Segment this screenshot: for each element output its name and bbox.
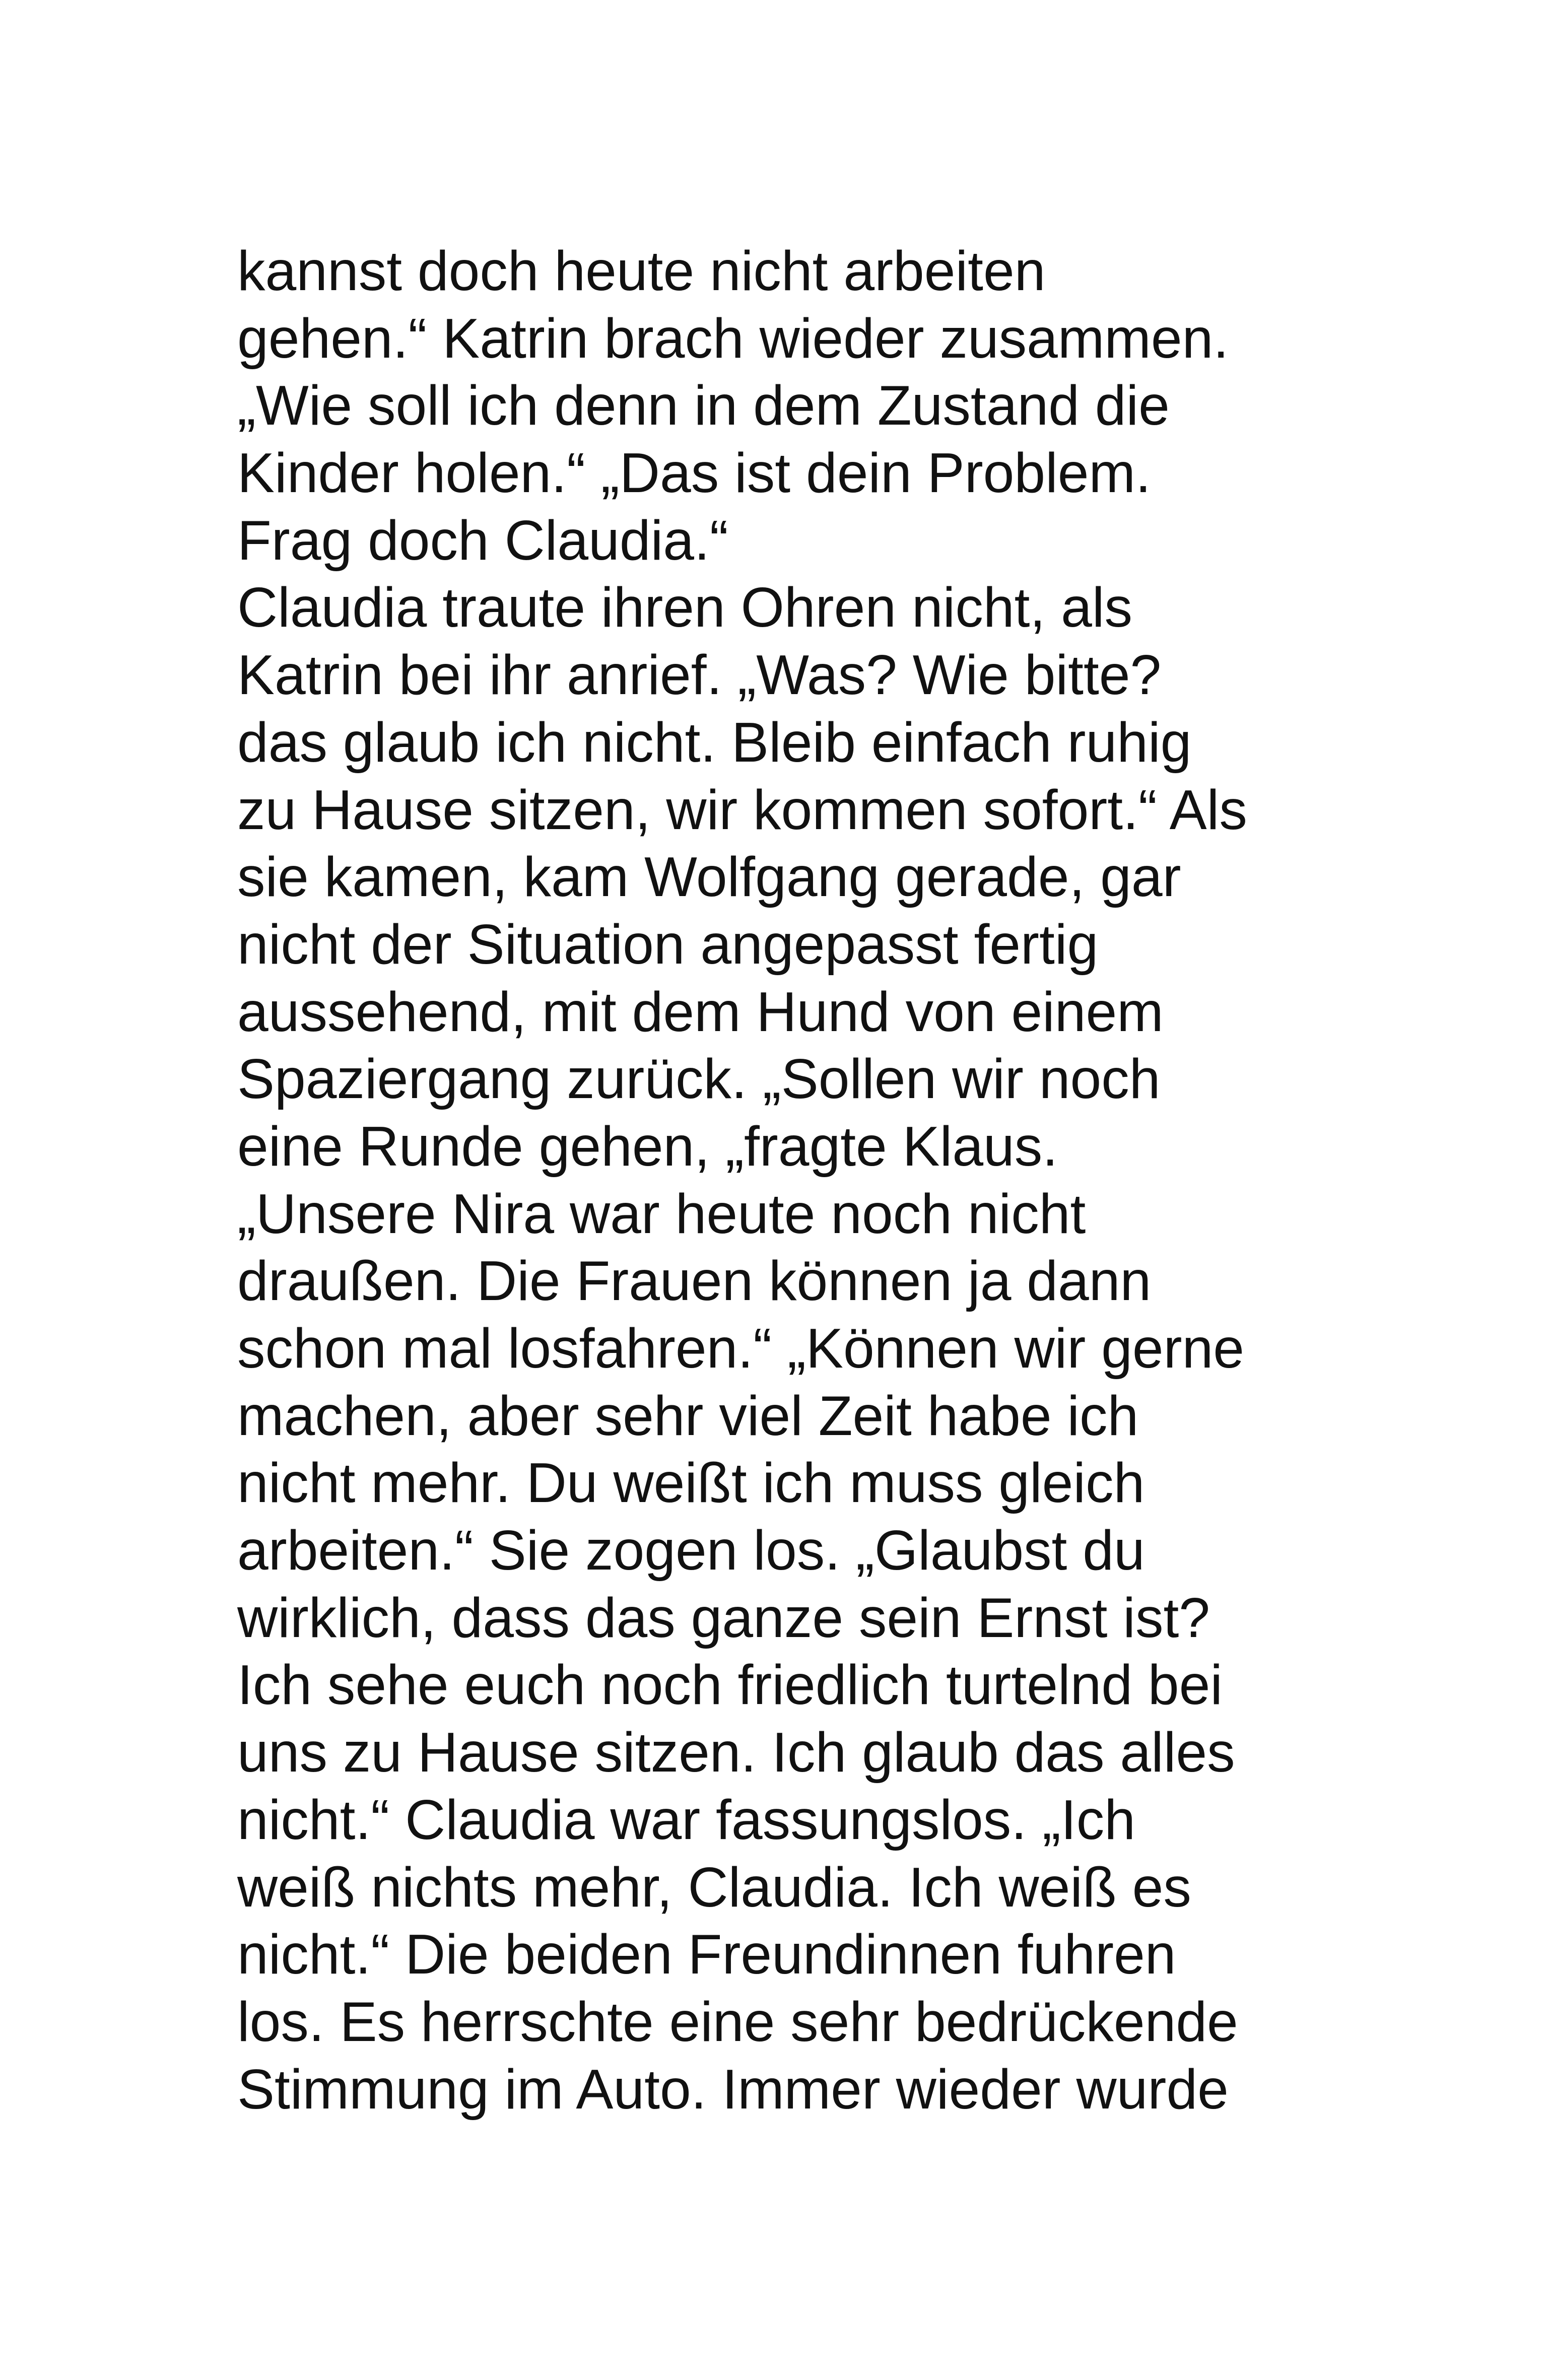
text-line: zu Hause sitzen, wir kommen sofort.“ Als [237, 778, 1247, 841]
text-line: uns zu Hause sitzen. Ich glaub das alles [237, 1721, 1235, 1784]
text-line: Claudia traute ihren Ohren nicht, als [237, 576, 1132, 639]
text-line: „Unsere Nira war heute noch nicht [237, 1182, 1086, 1245]
body-text [237, 238, 1371, 2123]
text-line: machen, aber sehr viel Zeit habe ich [237, 1384, 1139, 1447]
text-line: aussehend, mit dem Hund von einem [237, 980, 1164, 1043]
text-line: Kinder holen.“ „Das ist dein Problem. [237, 442, 1151, 505]
text-line: das glaub ich nicht. Bleib einfach ruhig [237, 711, 1192, 774]
text-line: Katrin bei ihr anrief. „Was? Wie bitte? [237, 644, 1162, 707]
text-line: Spaziergang zurück. „Sollen wir noch [237, 1048, 1161, 1111]
text-line: draußen. Die Frauen können ja dann [237, 1250, 1152, 1313]
text-line: los. Es herrschte eine sehr bedrückende [237, 1990, 1238, 2053]
text-line: weiß nichts mehr, Claudia. Ich weiß es [237, 1856, 1191, 1919]
text-line: nicht der Situation angepasst fertig [237, 913, 1099, 976]
text-line: Ich sehe euch noch friedlich turtelnd bei [237, 1654, 1223, 1717]
text-line: wirklich, dass das ganze sein Ernst ist? [237, 1586, 1210, 1649]
text-line: kannst doch heute nicht arbeiten [237, 240, 1046, 302]
text-line: schon mal losfahren.“ „Können wir gerne [237, 1317, 1245, 1380]
text-line: nicht.“ Claudia war fassungslos. „Ich [237, 1788, 1135, 1851]
text-line: nicht.“ Die beiden Freundinnen fuhren [237, 1923, 1176, 1986]
text-line: Frag doch Claudia.“ [237, 509, 728, 572]
text-line: „Wie soll ich denn in dem Zustand die [237, 374, 1170, 437]
text-line: Stimmung im Auto. Immer wieder wurde [237, 2058, 1229, 2121]
text-line: sie kamen, kam Wolfgang gerade, gar [237, 846, 1181, 909]
text-line: nicht mehr. Du weißt ich muss gleich [237, 1452, 1145, 1515]
text-line: gehen.“ Katrin brach wieder zusammen. [237, 307, 1229, 370]
text-line: eine Runde gehen, „fragte Klaus. [237, 1115, 1058, 1178]
text-line: arbeiten.“ Sie zogen los. „Glaubst du [237, 1519, 1145, 1582]
